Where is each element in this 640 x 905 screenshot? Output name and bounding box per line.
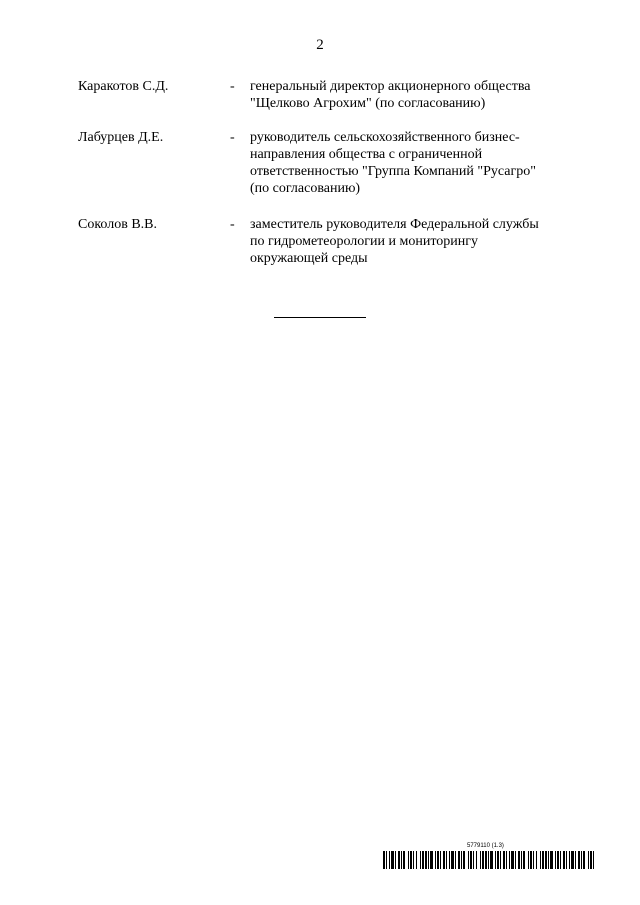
member-name: Соколов В.В. (78, 217, 158, 232)
dash-separator: - (230, 130, 235, 145)
barcode-image (383, 851, 595, 869)
member-position (250, 78, 580, 112)
position-line: генеральный директор акционерного общества (250, 79, 531, 94)
position-line: ответственностью "Группа Компаний "Русагро" (250, 164, 536, 179)
dash-separator: - (230, 79, 235, 94)
position-line: по гидрометеорологии и мониторингу (250, 234, 479, 249)
member-position (250, 129, 580, 197)
barcode-number: 5779110 (1.3) (467, 843, 504, 849)
page-number: 2 (316, 37, 324, 53)
end-separator-line (274, 317, 366, 318)
member-position (250, 216, 580, 267)
member-name: Каракотов С.Д. (78, 79, 169, 94)
position-line: направления общества с ограниченной (250, 147, 483, 162)
member-name: Лабурцев Д.Е. (78, 130, 164, 145)
document-barcode (383, 843, 595, 869)
position-line: (по согласованию) (250, 181, 361, 196)
dash-separator: - (230, 217, 235, 232)
position-line: руководитель сельскохозяйственного бизнес- (250, 130, 520, 145)
position-line: заместитель руководителя Федеральной службы (250, 217, 539, 232)
position-line: "Щелково Агрохим" (по согласованию) (250, 96, 486, 111)
position-line: окружающей среды (250, 251, 368, 266)
